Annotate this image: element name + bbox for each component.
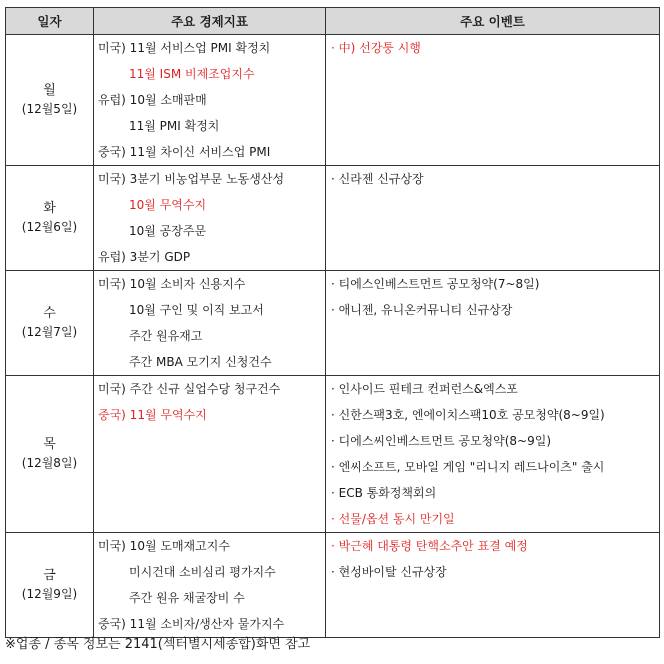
- events-cell: [326, 376, 660, 533]
- table-row-wednesday: [6, 271, 660, 376]
- event-item: · 인사이드 핀테크 컨퍼런스&엑스포: [331, 382, 518, 396]
- indicator-item: 10월 구인 및 이직 보고서: [129, 303, 264, 317]
- indicator-item: 미국) 주간 신규 실업수당 청구건수: [98, 382, 281, 396]
- event-item: · 박근혜 대통령 탄핵소추안 표결 예정: [331, 539, 528, 553]
- indicators-cell: [94, 533, 326, 638]
- date-cell: [6, 166, 94, 271]
- indicators-cell: [94, 166, 326, 271]
- events-cell: [326, 271, 660, 376]
- indicator-item: 11월 PMI 확정치: [129, 119, 220, 133]
- weekday: 월: [43, 83, 56, 98]
- table-row-thursday: [6, 376, 660, 533]
- date-cell: [6, 271, 94, 376]
- date-cell: [6, 35, 94, 166]
- event-item: · 中) 선강퉁 시행: [331, 41, 421, 55]
- header-date: 일자: [6, 8, 94, 35]
- indicator-item: 주간 원유 채굴장비 수: [129, 591, 245, 605]
- indicator-item: 주간 MBA 모기지 신청건수: [129, 355, 272, 369]
- date-text: (12월7일): [21, 325, 78, 339]
- indicator-item: 주간 원유재고: [129, 329, 203, 343]
- indicators-cell: [94, 35, 326, 166]
- date-text: (12월9일): [21, 587, 78, 601]
- events-cell: [326, 533, 660, 638]
- indicators-cell: [94, 376, 326, 533]
- indicators-cell: [94, 271, 326, 376]
- events-cell: [326, 35, 660, 166]
- weekday: 금: [43, 568, 56, 583]
- table-row-tuesday: [6, 166, 660, 271]
- indicator-item: 10월 공장주문: [129, 224, 207, 238]
- event-item: · ECB 통화정책회의: [331, 486, 437, 500]
- event-item: · 디에스씨인베스트먼트 공모청약(8~9일): [331, 434, 552, 448]
- header-events: 주요 이벤트: [326, 8, 660, 35]
- weekday: 목: [43, 437, 56, 452]
- event-item: · 현성바이탈 신규상장: [331, 565, 447, 579]
- indicator-item: 미국) 10월 소비자 신용지수: [98, 277, 246, 291]
- date-text: (12월5일): [21, 102, 78, 116]
- event-item: · 신라젠 신규상장: [331, 172, 424, 186]
- event-item: · 엔씨소프트, 모바일 게임 "리니지 레드나이츠" 출시: [331, 460, 605, 474]
- indicator-item: 중국) 11월 소비자/생산자 물가지수: [98, 617, 285, 631]
- indicator-item: 중국) 11월 무역수지: [98, 408, 207, 422]
- date-cell: [6, 376, 94, 533]
- date-text: (12월8일): [21, 456, 78, 470]
- indicator-item: 미국) 10월 도매재고지수: [98, 539, 230, 553]
- header-indicators: 주요 경제지표: [94, 8, 326, 35]
- event-item: · 신한스팩3호, 엔에이치스팩10호 공모청약(8~9일): [331, 408, 605, 422]
- weekday: 화: [43, 201, 56, 216]
- table-row-monday: [6, 35, 660, 166]
- indicator-item: 중국) 11월 차이신 서비스업 PMI: [98, 145, 271, 159]
- indicator-item: 10월 무역수지: [129, 198, 207, 212]
- table-row-friday: [6, 533, 660, 638]
- indicator-item: 유럽) 3분기 GDP: [98, 250, 191, 264]
- event-item: · 선물/옵션 동시 만기일: [331, 512, 455, 526]
- indicator-item: 미시건대 소비심리 평가지수: [129, 565, 276, 579]
- date-text: (12월6일): [21, 220, 78, 234]
- indicator-item: 미국) 3분기 비농업부문 노동생산성: [98, 172, 285, 186]
- weekly-schedule-table: [5, 7, 660, 638]
- date-cell: [6, 533, 94, 638]
- weekday: 수: [43, 306, 56, 321]
- indicator-item: 미국) 11월 서비스업 PMI 확정치: [98, 41, 271, 55]
- event-item: · 애니젠, 유니온커뮤니티 신규상장: [331, 303, 513, 317]
- table-header-row: [6, 8, 660, 35]
- events-cell: [326, 166, 660, 271]
- indicator-item: 유럽) 10월 소매판매: [98, 93, 207, 107]
- event-item: · 티에스인베스트먼트 공모청약(7~8일): [331, 277, 540, 291]
- footnote: ※업종 / 종목 정보는 2141(섹터별시세종합)화면 참고: [5, 637, 311, 652]
- indicator-item: 11월 ISM 비제조업지수: [129, 67, 255, 81]
